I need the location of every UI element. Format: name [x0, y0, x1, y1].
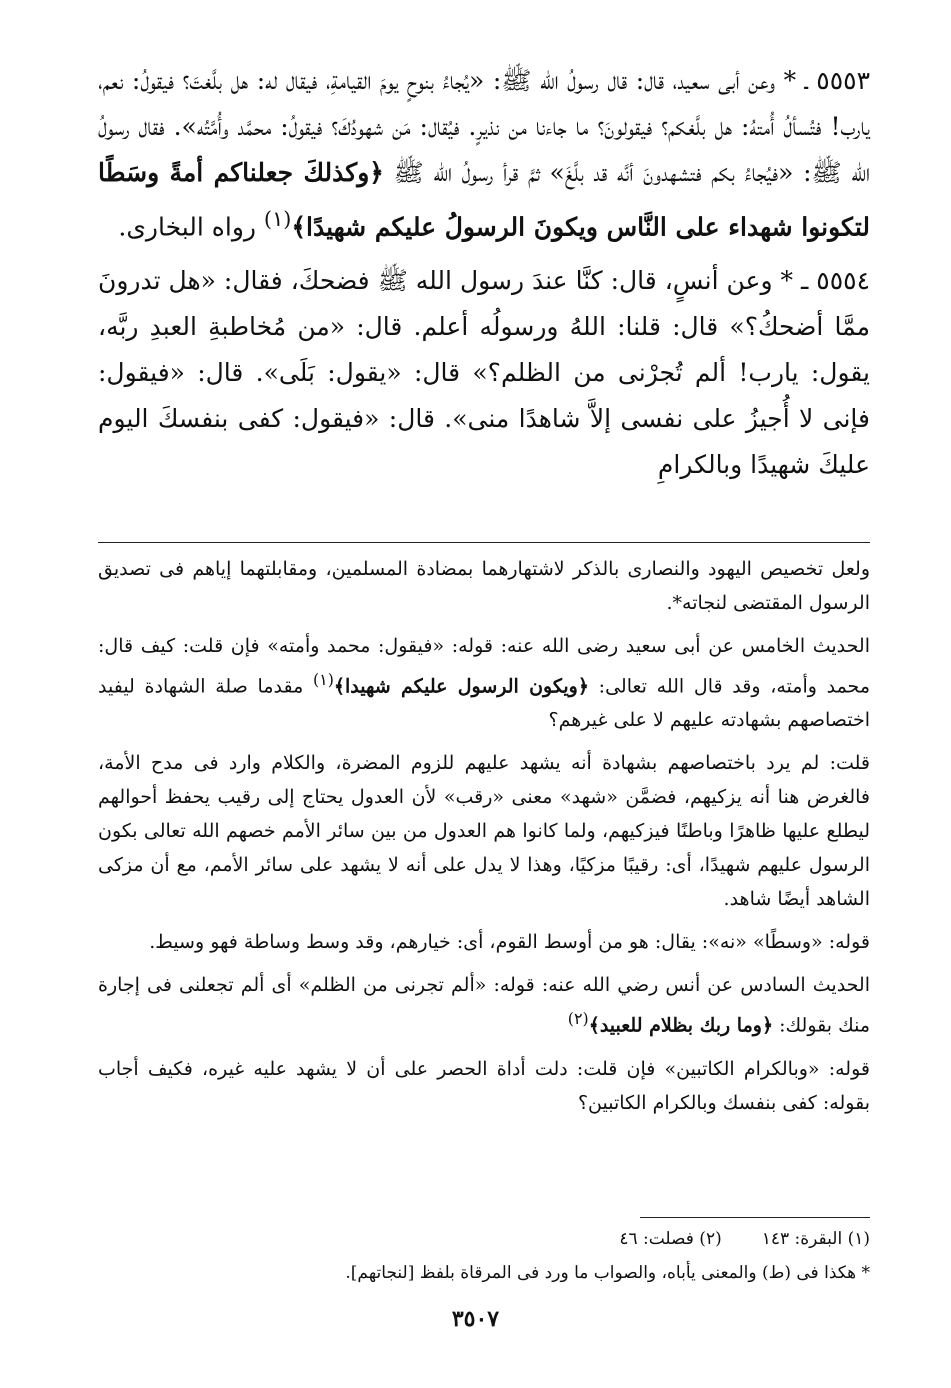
commentary-paragraph: قوله: «وبالكرام الكاتبين» فإن قلت: دلت أداة الحصر على أن لا يشهد عليه غيره، فكيف أجاب بقوله: كفى بنفسك وبالكرام الكاتبين؟: [98, 1057, 870, 1114]
quran-verse: ﴿وكذلكَ جعلناكم أمةً وسَطًا لتكونوا شهداء على النَّاس ويكونَ الرسولُ عليكم شهيدًا﴾: [98, 158, 870, 242]
page-number: ٣٥٠٧: [451, 1306, 500, 1332]
footnote-2: (٢) فصلت: ٤٦: [619, 1229, 722, 1249]
quran-verse: ﴿وما ربك بظلام للعبيد﴾: [588, 1014, 774, 1037]
quran-verse: ﴿ويكون الرسول عليكم شهيدا﴾: [333, 675, 589, 698]
commentary-text: الحديث السادس عن أنس رضي الله عنه: قوله: «ألم تجرنى من الظلم» أى ألم تجعلنى فى إجارة منك بقولك:: [98, 974, 870, 1037]
footnotes: [98, 1222, 870, 1290]
commentary-block: [98, 552, 870, 1129]
commentary-divider: [98, 542, 870, 543]
hadith-5553-text: ٥٥٥٣ ـ * وعن أبى سعيد، قال: قال رسولُ الله ﷺ: «يُجاءُ بنوحٍ يومَ القيامةِ، فيقال له: هل بلَّغتَ؟ فيقولُ: نعم، يارب! فتُسألُ أُمتهُ: هل بلَّغكم؟ فيقولونَ؟ ما جاءنا من نذيرٍ. فيُقال: مَن شهودُكَ؟ فيقولُ: محمَّد وأُمَّتُه». فقال رسولُ الله ﷺ: «فيُجاءُ بكم فتشهدونَ أنَّه قد بلَّغَ» ثمَّ قرأ رسولُ الله ﷺ: [98, 66, 870, 187]
commentary-paragraph: [98, 629, 870, 737]
footnote-ref: (١): [263, 207, 292, 231]
footnote-note: * هكذا فى (ط) والمعنى يأباه، والصواب ما ورد فى المرقاة بلفظ [لنجاتهم].: [345, 1263, 870, 1283]
hadith-5554: ٥٥٥٤ ـ * وعن أنسٍ، قال: كنَّا عندَ رسول الله ﷺ فضحكَ، فقال: «هل تدرونَ ممَّا أضحكُ؟» قال: قلنا: اللهُ ورسولُه أعلم. قال: «من مُخاطبةِ العبدِ ربَّه، يقول: يارب! ألم تُجرْنى من الظلم؟» قال: «يقول: بَلَى». قال: «فيقول: فإنى لا أُجيزُ على نفسى إلاَّ شاهدًا منى». قال: «فيقول: كفى بنفسكَ اليوم عليكَ شهيدًا وبالكرامِ: [98, 266, 870, 480]
commentary-paragraph: قلت: لم يرد باختصاصهم بشهادة أنه يشهد عليهم للزوم المضرة، والكلام وارد فى مدح الأمة، فالغرض هنا أنه يزكيهم، فضمَّن «شهد» معنى «رقب» لأن العدول يحتاج إلى رقيب يحفظ أحوالهم ليطلع عليها ظاهرًا وباطنًا فيزكيهم، ولما كانوا هم العدول من بين سائر الأمم خصهم الله تعالى بكون الرسول عليهم شهيدًا، أى: رقيبًا مزكيًا، وهذا لا يدل على أنه لا يشهد على سائر الأمم، مع أن مزكى الشاهد أيضًا شاهد.: [98, 752, 870, 911]
commentary-text: الحديث الخامس عن أبى سعيد رضى الله عنه: قوله: «فيقول: محمد وأمته» فإن قلت: كيف قال: محمد وأمته، وقد قال الله تعالى:: [98, 635, 870, 698]
commentary-text: مقدما صلة الشهادة ليفيد اختصاصهم بشهادته عليهم لا على غيرهم؟: [98, 675, 870, 732]
hadith-text-block: [98, 58, 870, 488]
footnote-1: (١) البقرة: ١٤٣: [761, 1229, 870, 1249]
footnote-refs: [98, 1222, 870, 1256]
commentary-paragraph: [98, 968, 870, 1042]
footnote-divider: [640, 1217, 870, 1218]
hadith-5553-source: رواه البخارى.: [118, 212, 264, 242]
hadith-5553: [98, 58, 870, 250]
commentary-paragraph: قوله: «وسطًا» «نه»: يقال: هو من أوسط القوم، أى: خيارهم، وقد وسط وساطة فهو وسيط.: [149, 931, 870, 954]
footnote-ref: (١): [312, 670, 334, 689]
commentary-paragraph: ولعل تخصيص اليهود والنصارى بالذكر لاشتهارهما بمضادة المسلمين، ومقابلتهما إياهم فى تصديق الرسول المقتضى لنجاته*.: [98, 558, 870, 614]
footnote-ref: (٢): [567, 1009, 589, 1029]
